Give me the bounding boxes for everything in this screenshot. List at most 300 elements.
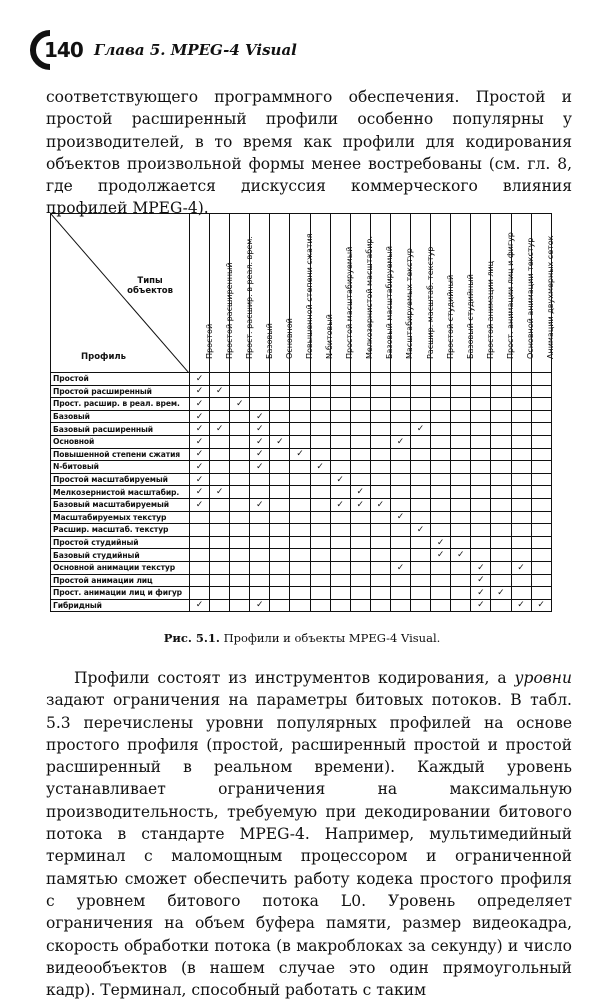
table-cell	[451, 385, 471, 398]
table-cell	[511, 587, 531, 600]
table-row	[51, 398, 552, 411]
check-mark-icon: ✓	[276, 436, 284, 447]
table-cell	[250, 423, 270, 436]
table-cell	[330, 524, 350, 537]
table-cell	[350, 587, 370, 600]
table-row	[51, 587, 552, 600]
table-cell	[451, 423, 471, 436]
check-mark-icon: ✓	[235, 398, 244, 409]
table-cell	[511, 423, 531, 436]
table-cell	[491, 498, 511, 511]
table-cell	[190, 486, 210, 499]
table-cell	[390, 561, 410, 574]
table-cell	[350, 561, 370, 574]
table-cell	[390, 549, 410, 562]
table-cell	[451, 435, 471, 448]
table-cell	[471, 473, 491, 486]
table-cell	[290, 599, 310, 612]
table-row	[51, 599, 552, 612]
table-cell	[471, 385, 491, 398]
table-cell	[390, 423, 410, 436]
check-mark-icon: ✓	[396, 436, 405, 447]
table-cell	[310, 536, 330, 549]
check-mark-icon: ✓	[256, 436, 264, 447]
table-cell	[310, 574, 330, 587]
column-header-label: Базовый	[264, 323, 274, 359]
table-cell	[290, 410, 310, 423]
column-header-label: Расшир. масштаб. текстур	[425, 246, 435, 359]
table-cell	[511, 435, 531, 448]
table-cell	[350, 536, 370, 549]
table-row	[51, 486, 552, 499]
table-cell	[511, 599, 531, 612]
page-number: 140	[44, 38, 83, 62]
table-row	[51, 561, 552, 574]
table-cell	[411, 524, 431, 537]
table-cell	[390, 599, 410, 612]
check-mark-icon: ✓	[256, 600, 264, 611]
row-label: Основной	[51, 435, 190, 448]
table-cell	[491, 574, 511, 587]
table-cell	[370, 599, 390, 612]
check-mark-icon: ✓	[336, 499, 344, 510]
table-cell	[390, 473, 410, 486]
table-cell	[350, 549, 370, 562]
check-mark-icon: ✓	[195, 424, 204, 435]
table-cell	[471, 574, 491, 587]
table-cell	[491, 373, 511, 386]
table-cell	[250, 461, 270, 474]
column-header	[471, 214, 495, 373]
column-header-label: Основной анимации текстур	[526, 237, 536, 359]
table-cell	[270, 498, 290, 511]
check-mark-icon: ✓	[195, 449, 204, 460]
table-cell	[330, 461, 350, 474]
table-cell	[210, 435, 230, 448]
table-cell	[270, 511, 290, 524]
table-cell	[210, 524, 230, 537]
table-cell	[491, 385, 511, 398]
table-cell	[531, 498, 551, 511]
table-cell	[270, 373, 290, 386]
check-mark-icon: ✓	[477, 575, 485, 586]
check-mark-icon: ✓	[256, 449, 264, 460]
table-cell	[411, 423, 431, 436]
table-cell	[350, 385, 370, 398]
table-cell	[270, 448, 290, 461]
table-cell	[531, 587, 551, 600]
column-header	[250, 214, 274, 373]
table-cell	[210, 473, 230, 486]
table-cell	[370, 574, 390, 587]
column-header-label: Масштабируемых текстур	[405, 248, 415, 359]
table-cell	[431, 524, 451, 537]
table-row	[51, 574, 552, 587]
table-cell	[230, 448, 250, 461]
table-row	[51, 536, 552, 549]
table-cell	[350, 435, 370, 448]
table-cell	[531, 373, 551, 386]
table-cell	[210, 448, 230, 461]
table-cell	[511, 473, 531, 486]
table-cell	[250, 373, 270, 386]
table-cell	[431, 448, 451, 461]
table-cell	[310, 435, 330, 448]
table-cell	[370, 373, 390, 386]
paragraph-bottom: Профили состоят из инструментов кодирования, а уровни задают ограничения на параметры битовых потоков. В табл. 5.3 перечислены уровни популярных профилей на основе простого профиля (простой, расширенный простой и простой расширенный в реальном времени). Каждый уровень устанавливает ограничения на максимальную производительность, требуемую при декодировании битового потока в стандарте MPEG-4. Например, мультимедийный терминал с маломощным процессором и ограниченной памятью сможет обеспечить работу кодека простого профиля с уровнем битового потока L0. Уровень определяет ограничения на объем буфера памяти, размер видеокадра, скорость обработки потока (в макроблоках за секунду) и число видеообъектов (в нашем случае это один прямоугольный кадр). Терминал, способный работать с таким	[46, 669, 572, 1000]
table-cell	[431, 385, 451, 398]
check-mark-icon: ✓	[195, 461, 204, 472]
table-cell	[531, 599, 551, 612]
table-cell	[270, 461, 290, 474]
table-cell	[310, 498, 330, 511]
table-cell	[511, 536, 531, 549]
table-cell	[230, 461, 250, 474]
table-cell	[431, 561, 451, 574]
table-cell	[451, 511, 471, 524]
table-cell	[471, 435, 491, 448]
table-cell	[390, 461, 410, 474]
table-cell	[471, 511, 491, 524]
table-cell	[290, 448, 310, 461]
column-header-label: Базовый масштабируемый	[385, 246, 395, 359]
table-cell	[370, 486, 390, 499]
table-cell	[190, 410, 210, 423]
table-cell	[310, 473, 330, 486]
column-header-label: N-битовый	[325, 314, 335, 359]
table-cell	[431, 549, 451, 562]
table-cell	[190, 599, 210, 612]
table-cell	[310, 561, 330, 574]
check-mark-icon: ✓	[195, 499, 204, 510]
table-cell	[210, 385, 230, 398]
check-mark-icon: ✓	[477, 562, 485, 573]
table-cell	[250, 587, 270, 600]
table-cell	[471, 461, 491, 474]
table-cell	[310, 398, 330, 411]
table-cell	[210, 561, 230, 574]
table-cell	[471, 536, 491, 549]
check-mark-icon: ✓	[497, 587, 505, 598]
table-cell	[350, 486, 370, 499]
table-cell	[330, 574, 350, 587]
table-cell	[270, 524, 290, 537]
table-cell	[330, 536, 350, 549]
table-cell	[390, 448, 410, 461]
table-cell	[290, 511, 310, 524]
table-cell	[310, 385, 330, 398]
table-cell	[230, 549, 250, 562]
table-cell	[451, 574, 471, 587]
table-corner	[51, 214, 190, 373]
table-cell	[451, 448, 471, 461]
table-cell	[471, 410, 491, 423]
table-cell	[390, 498, 410, 511]
table-cell	[190, 398, 210, 411]
row-label: Основной анимации текстур	[51, 561, 190, 574]
check-mark-icon: ✓	[396, 512, 405, 523]
table-cell	[250, 448, 270, 461]
check-mark-icon: ✓	[436, 537, 445, 548]
table-cell	[531, 486, 551, 499]
check-mark-icon: ✓	[195, 373, 204, 384]
check-mark-icon: ✓	[215, 487, 224, 498]
table-cell	[491, 587, 511, 600]
table-cell	[190, 473, 210, 486]
table-cell	[250, 410, 270, 423]
table-cell	[531, 385, 551, 398]
table-cell	[431, 587, 451, 600]
table-cell	[350, 398, 370, 411]
table-row	[51, 511, 552, 524]
check-mark-icon: ✓	[477, 587, 485, 598]
table-cell	[431, 574, 451, 587]
table-cell	[491, 473, 511, 486]
table-cell	[310, 373, 330, 386]
check-mark-icon: ✓	[477, 600, 485, 611]
table-cell	[270, 473, 290, 486]
table-cell	[491, 486, 511, 499]
table-cell	[350, 448, 370, 461]
column-header-label: Простой масштабируемый	[345, 246, 355, 359]
check-mark-icon: ✓	[256, 461, 264, 472]
table-cell	[431, 498, 451, 511]
table-cell	[290, 461, 310, 474]
table-cell	[290, 561, 310, 574]
table-cell	[330, 486, 350, 499]
table-cell	[250, 385, 270, 398]
table-cell	[451, 461, 471, 474]
table-cell	[190, 423, 210, 436]
table-cell	[290, 587, 310, 600]
figure-caption	[0, 631, 604, 645]
table-cell	[511, 524, 531, 537]
check-mark-icon: ✓	[396, 562, 405, 573]
table-cell	[210, 587, 230, 600]
table-cell	[370, 524, 390, 537]
table-cell	[390, 587, 410, 600]
table-cell	[230, 410, 250, 423]
table-cell	[230, 486, 250, 499]
table-cell	[451, 498, 471, 511]
row-label: Базовый студийный	[51, 549, 190, 562]
column-header	[290, 214, 315, 373]
table-cell	[290, 385, 310, 398]
table-cell	[230, 511, 250, 524]
table-cell	[491, 524, 511, 537]
table-cell	[471, 498, 491, 511]
table-cell	[431, 435, 451, 448]
table-cell	[250, 549, 270, 562]
column-header-label: Простой	[204, 323, 214, 359]
table-cell	[390, 435, 410, 448]
table-cell	[471, 561, 491, 574]
table-cell	[350, 423, 370, 436]
check-mark-icon: ✓	[416, 424, 425, 435]
table-cell	[190, 536, 210, 549]
table-cell	[370, 511, 390, 524]
table-cell	[210, 511, 230, 524]
table-row	[51, 410, 552, 423]
table-cell	[451, 549, 471, 562]
table-cell	[270, 410, 290, 423]
table-cell	[210, 498, 230, 511]
table-cell	[411, 561, 431, 574]
table-cell	[390, 398, 410, 411]
column-header-label: Прост. расшир. в реал. врем.	[244, 236, 254, 359]
table-cell	[250, 524, 270, 537]
table-cell	[350, 461, 370, 474]
table-cell	[491, 461, 511, 474]
table-cell	[511, 398, 531, 411]
table-cell	[250, 536, 270, 549]
table-cell	[471, 448, 491, 461]
check-mark-icon: ✓	[256, 499, 264, 510]
check-mark-icon: ✓	[195, 411, 204, 422]
table-cell	[411, 398, 431, 411]
table-row	[51, 448, 552, 461]
table-cell	[330, 373, 350, 386]
row-label: Простой анимации лиц	[51, 574, 190, 587]
column-header	[370, 214, 395, 373]
column-header	[451, 214, 475, 373]
table-cell	[390, 373, 410, 386]
table-cell	[350, 511, 370, 524]
column-header	[431, 214, 455, 373]
table-cell	[230, 398, 250, 411]
table-cell	[330, 549, 350, 562]
table-cell	[370, 498, 390, 511]
check-mark-icon: ✓	[296, 449, 304, 460]
table-cell	[190, 561, 210, 574]
check-mark-icon: ✓	[195, 436, 204, 447]
table-cell	[531, 536, 551, 549]
table-cell	[491, 536, 511, 549]
table-cell	[230, 373, 250, 386]
table-cell	[250, 473, 270, 486]
table-cell	[330, 423, 350, 436]
table-cell	[370, 448, 390, 461]
column-header	[491, 214, 515, 373]
check-mark-icon: ✓	[537, 600, 545, 611]
table-cell	[230, 435, 250, 448]
table-cell	[411, 498, 431, 511]
table-cell	[491, 398, 511, 411]
table-cell	[290, 398, 310, 411]
table-cell	[531, 461, 551, 474]
check-mark-icon: ✓	[517, 600, 525, 611]
check-mark-icon: ✓	[356, 487, 365, 498]
table-cell	[370, 385, 390, 398]
table-cell	[471, 398, 491, 411]
table-cell	[390, 524, 410, 537]
table-header-row	[51, 214, 552, 373]
table-cell	[451, 410, 471, 423]
row-label: Мелкозернистой масштабир.	[51, 486, 190, 499]
table-cell	[471, 486, 491, 499]
row-label: Базовый	[51, 410, 190, 423]
table-cell	[250, 398, 270, 411]
table-cell	[270, 486, 290, 499]
row-label: Базовый масштабируемый	[51, 498, 190, 511]
table-cell	[370, 410, 390, 423]
table-row	[51, 549, 552, 562]
table-cell	[330, 410, 350, 423]
table-cell	[411, 587, 431, 600]
table-cell	[431, 473, 451, 486]
table-cell	[270, 423, 290, 436]
table-cell	[210, 486, 230, 499]
table-cell	[370, 473, 390, 486]
table-cell	[431, 461, 451, 474]
table-cell	[471, 599, 491, 612]
table-cell	[350, 373, 370, 386]
row-label: Простой студийный	[51, 536, 190, 549]
table-cell	[531, 398, 551, 411]
column-header	[230, 214, 254, 373]
table-cell	[290, 574, 310, 587]
table-cell	[250, 511, 270, 524]
table-cell	[310, 587, 330, 600]
check-mark-icon: ✓	[356, 499, 365, 510]
table-cell	[471, 373, 491, 386]
check-mark-icon: ✓	[436, 550, 445, 561]
table-cell	[491, 423, 511, 436]
check-mark-icon: ✓	[195, 487, 204, 498]
table-cell	[210, 461, 230, 474]
table-cell	[451, 561, 471, 574]
column-header-label: Основной	[284, 318, 294, 359]
table-cell	[390, 385, 410, 398]
table-cell	[230, 473, 250, 486]
table-cell	[471, 549, 491, 562]
table-cell	[411, 435, 431, 448]
table-cell	[330, 398, 350, 411]
profiles-figure	[50, 213, 556, 612]
table-cell	[511, 385, 531, 398]
table-cell	[411, 486, 431, 499]
column-header	[411, 214, 435, 373]
table-cell	[190, 461, 210, 474]
table-cell	[230, 599, 250, 612]
table-cell	[370, 587, 390, 600]
table-cell	[431, 486, 451, 499]
table-cell	[411, 410, 431, 423]
table-cell	[310, 461, 330, 474]
table-cell	[390, 486, 410, 499]
table-row	[51, 498, 552, 511]
table-cell	[511, 461, 531, 474]
table-cell	[310, 524, 330, 537]
table-cell	[290, 524, 310, 537]
row-label: Базовый расширенный	[51, 423, 190, 436]
table-cell	[190, 385, 210, 398]
emphasis-levels: уровни	[514, 669, 572, 687]
table-cell	[330, 498, 350, 511]
table-cell	[350, 410, 370, 423]
check-mark-icon: ✓	[215, 386, 224, 397]
caption-label: Рис. 5.1.	[163, 631, 220, 645]
table-cell	[411, 511, 431, 524]
check-mark-icon: ✓	[195, 398, 204, 409]
check-mark-icon: ✓	[456, 550, 465, 561]
column-header-label: Мелкозернистой масштабир.	[365, 235, 375, 359]
table-cell	[370, 461, 390, 474]
table-cell	[431, 511, 451, 524]
table-cell	[190, 435, 210, 448]
column-header	[210, 214, 234, 373]
table-cell	[511, 561, 531, 574]
